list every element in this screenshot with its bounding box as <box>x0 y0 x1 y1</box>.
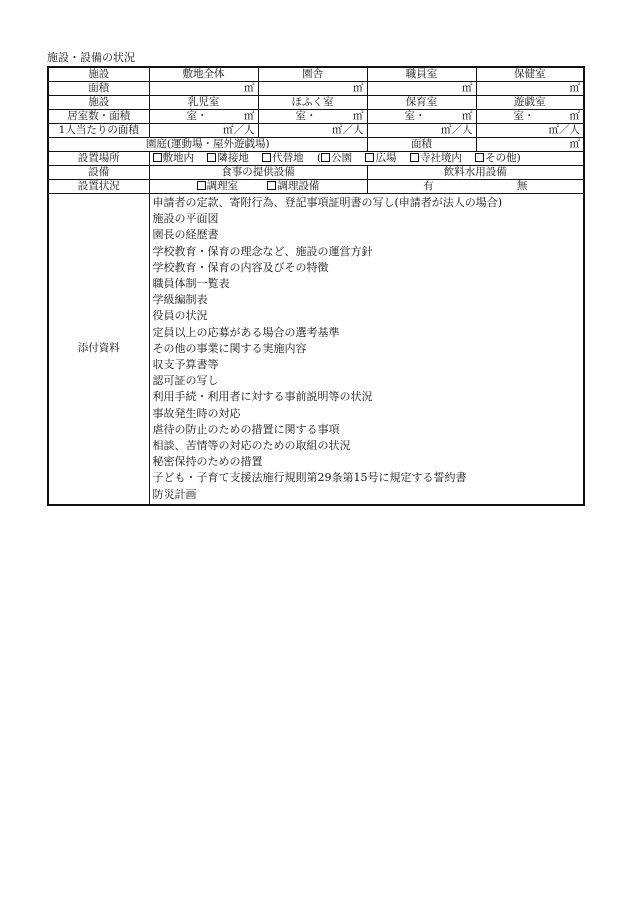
col-header: 遊戯室 <box>476 96 584 110</box>
facility-header-row-1 <box>48 67 584 82</box>
sqm-unit: ㎡ <box>569 138 580 150</box>
meal-option[interactable]: 調理室 <box>197 180 239 193</box>
checkbox-icon[interactable] <box>475 153 484 162</box>
meal-equipment-header: 食事の提供設備 <box>149 166 367 180</box>
row-label: 面積 <box>48 82 149 96</box>
room-count-field[interactable] <box>258 110 367 124</box>
room-count-row <box>48 110 584 124</box>
sqm-unit: ㎡ <box>569 82 580 94</box>
attachment-item: 事故発生時の対応 <box>152 406 241 420</box>
sqm-unit: ㎡ <box>462 110 473 122</box>
per-person-unit: ㎡／人 <box>441 124 473 136</box>
yard-row <box>48 138 584 152</box>
checkbox-icon[interactable] <box>267 181 276 190</box>
checkbox-icon[interactable] <box>197 181 206 190</box>
attachment-item: 役員の状況 <box>152 309 208 323</box>
checkbox-icon[interactable] <box>153 153 162 162</box>
page-title: 施設・設備の状況 <box>47 51 135 64</box>
water-yes-option[interactable]: 有 <box>423 180 434 192</box>
sub-location-option[interactable]: その他) <box>475 152 521 165</box>
attachment-item: 利用手続・利用者に対する事前説明等の状況 <box>152 390 373 404</box>
col-header: 敷地全体 <box>149 67 258 82</box>
row-label: 居室数・面積 <box>48 110 149 124</box>
room-unit: 室・ <box>295 110 317 122</box>
sqm-unit: ㎡ <box>353 82 364 94</box>
area-field[interactable] <box>367 82 476 96</box>
checkbox-icon[interactable] <box>321 153 330 162</box>
attachment-item: 園長の経歴書 <box>152 228 219 242</box>
location-options <box>149 152 584 166</box>
facility-table <box>47 66 585 506</box>
checkbox-icon[interactable] <box>365 153 374 162</box>
sqm-unit: ㎡ <box>353 110 364 122</box>
area-field[interactable] <box>258 82 367 96</box>
checkbox-icon[interactable] <box>410 153 419 162</box>
attachment-item: 虐待の防止のための措置に関する事項 <box>152 422 340 436</box>
row-label: 設置場所 <box>48 152 149 166</box>
attachments-cell <box>149 194 584 505</box>
location-option[interactable]: 代替地 <box>262 152 304 165</box>
attachment-item: 職員体制一覧表 <box>152 277 230 291</box>
per-person-unit: ㎡／人 <box>223 124 255 136</box>
attachment-item: 学級編制表 <box>152 293 208 307</box>
per-person-field[interactable] <box>258 124 367 138</box>
location-row <box>48 152 584 166</box>
water-options <box>367 180 584 194</box>
sub-location-option[interactable]: 広場 <box>365 152 396 165</box>
sqm-unit: ㎡ <box>244 110 255 122</box>
meal-option[interactable]: 調理設備 <box>267 180 319 193</box>
equipment-status-row <box>48 180 584 194</box>
attachment-item: 認可証の写し <box>152 374 219 388</box>
room-count-field[interactable] <box>149 110 258 124</box>
per-person-unit: ㎡／人 <box>548 124 580 136</box>
yard-area-label: 面積 <box>367 138 476 152</box>
area-field[interactable] <box>476 82 584 96</box>
attachment-item: 秘密保持のための措置 <box>152 455 263 469</box>
col-header: ほふく室 <box>258 96 367 110</box>
row-label: 設備 <box>48 166 149 180</box>
col-header: 乳児室 <box>149 96 258 110</box>
attachments-list <box>153 194 581 504</box>
room-count-field[interactable] <box>476 110 584 124</box>
per-person-field[interactable] <box>149 124 258 138</box>
per-person-unit: ㎡／人 <box>332 124 364 136</box>
attachment-item: 学校教育・保育の内容及びその特徴 <box>152 260 329 274</box>
area-row-1 <box>48 82 584 96</box>
per-person-field[interactable] <box>476 124 584 138</box>
water-no-option[interactable]: 無 <box>516 180 528 192</box>
checkbox-icon[interactable] <box>207 153 216 162</box>
meal-options <box>149 180 367 194</box>
room-unit: 室・ <box>513 110 535 122</box>
yard-label: 園庭(運動場・屋外遊戯場) <box>48 138 367 152</box>
col-header: 職員室 <box>367 67 476 82</box>
attachment-item: 子ども・子育て支援法施行規則第29条第15号に規定する誓約書 <box>152 471 467 485</box>
room-count-field[interactable] <box>367 110 476 124</box>
yard-area-field[interactable] <box>476 138 584 152</box>
attachment-item: 定員以上の応募がある場合の選考基準 <box>152 325 340 339</box>
location-option[interactable]: 隣接地 <box>207 152 249 165</box>
attachment-item: 相談、苦情等の対応のための取組の状況 <box>152 439 351 453</box>
attachment-item: 防災計画 <box>152 487 197 501</box>
room-unit: 室・ <box>186 110 208 122</box>
row-label: 設置状況 <box>48 180 149 194</box>
per-person-field[interactable] <box>367 124 476 138</box>
col-header: 園舎 <box>258 67 367 82</box>
sub-location-option[interactable]: 公園 <box>321 152 352 165</box>
sub-location-option[interactable]: 寺社境内 <box>410 152 462 165</box>
room-unit: 室・ <box>404 110 426 122</box>
attachments-row <box>48 194 584 505</box>
water-equipment-header: 飲料水用設備 <box>367 166 584 180</box>
row-label: 施設 <box>48 67 149 82</box>
checkbox-icon[interactable] <box>262 153 271 162</box>
row-label: 1人当たりの面積 <box>48 124 149 138</box>
location-option[interactable]: 敷地内 <box>153 152 195 165</box>
sqm-unit: ㎡ <box>462 82 473 94</box>
sqm-unit: ㎡ <box>244 82 255 94</box>
attachment-item: 申請者の定款、寄附行為、登記事項証明書の写し(申請者が法人の場合) <box>152 196 503 209</box>
attachment-item: 施設の平面図 <box>152 212 219 226</box>
paren-open: ( <box>317 152 322 164</box>
attachment-item: 収支予算書等 <box>152 358 219 372</box>
equipment-header-row <box>48 166 584 180</box>
facility-header-row-2 <box>48 96 584 110</box>
sqm-unit: ㎡ <box>569 110 580 122</box>
attachments-label: 添付資料 <box>48 194 149 505</box>
attachment-item: その他の事業に関する実施内容 <box>152 341 307 355</box>
col-header: 保健室 <box>476 67 584 82</box>
area-field[interactable] <box>149 82 258 96</box>
per-person-row <box>48 124 584 138</box>
attachment-item: 学校教育・保育の理念など、施設の運営方針 <box>152 244 373 258</box>
col-header: 保育室 <box>367 96 476 110</box>
row-label: 施設 <box>48 96 149 110</box>
